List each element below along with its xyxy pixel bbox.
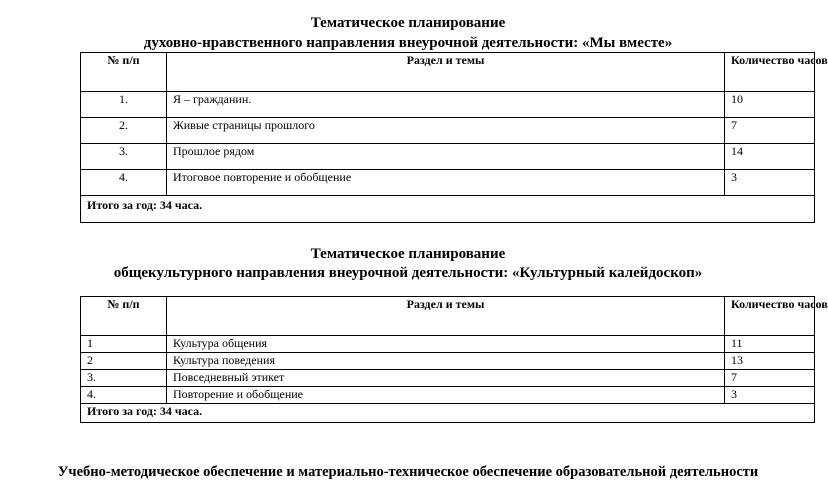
row-topic: Повторение и обобщение [167,387,725,404]
table-row [81,92,815,118]
table-total: Итого за год: 34 часа. [81,404,815,423]
row-number: 3. [81,144,167,170]
row-topic: Я – гражданин. [167,92,725,118]
row-topic: Прошлое рядом [167,144,725,170]
footer-heading: Учебно-методическое обеспечение и материально-техническое обеспечение образовательной деятельности [57,464,759,480]
section2-title-line1: Тематическое планирование [310,246,506,262]
row-number: 1 [81,336,167,353]
table-row [81,118,815,144]
row-number: 4. [81,170,167,196]
header-topic: Раздел и темы [167,297,725,336]
header-hours: Количество часов [725,53,815,92]
section1-table [80,52,828,223]
table-header-row [81,297,815,336]
header-hours: Количество часов [725,297,815,336]
row-hours: 7 [725,370,815,387]
section2-table [80,296,828,423]
table-row [81,353,815,370]
row-topic: Живые страницы прошлого [167,118,725,144]
row-number: 1. [81,92,167,118]
row-number: 4. [81,387,167,404]
table-row [81,336,815,353]
row-number: 2. [81,118,167,144]
row-topic: Итоговое повторение и обобщение [167,170,725,196]
row-hours: 3 [725,170,815,196]
row-topic: Культура поведения [167,353,725,370]
row-hours: 14 [725,144,815,170]
header-topic: Раздел и темы [167,53,725,92]
table-row [81,387,815,404]
header-number: № п/п [81,53,167,92]
table-row [81,144,815,170]
row-topic: Повседневный этикет [167,370,725,387]
table-total: Итого за год: 34 часа. [81,196,815,223]
table-row [81,370,815,387]
section1-title-line1: Тематическое планирование [310,15,506,31]
row-hours: 11 [725,336,815,353]
row-number: 2 [81,353,167,370]
table-total-row [81,196,815,223]
row-number: 3. [81,370,167,387]
section2-title-line2: общекультурного направления внеурочной деятельности: «Культурный калейдоскоп» [113,265,703,281]
table-header-row [81,53,815,92]
section1-title-line2: духовно-нравственного направления внеурочной деятельности: «Мы вместе» [143,35,673,51]
row-hours: 3 [725,387,815,404]
table-row [81,170,815,196]
header-number: № п/п [81,297,167,336]
row-topic: Культура общения [167,336,725,353]
row-hours: 13 [725,353,815,370]
row-hours: 10 [725,92,815,118]
row-hours: 7 [725,118,815,144]
table-total-row [81,404,815,423]
